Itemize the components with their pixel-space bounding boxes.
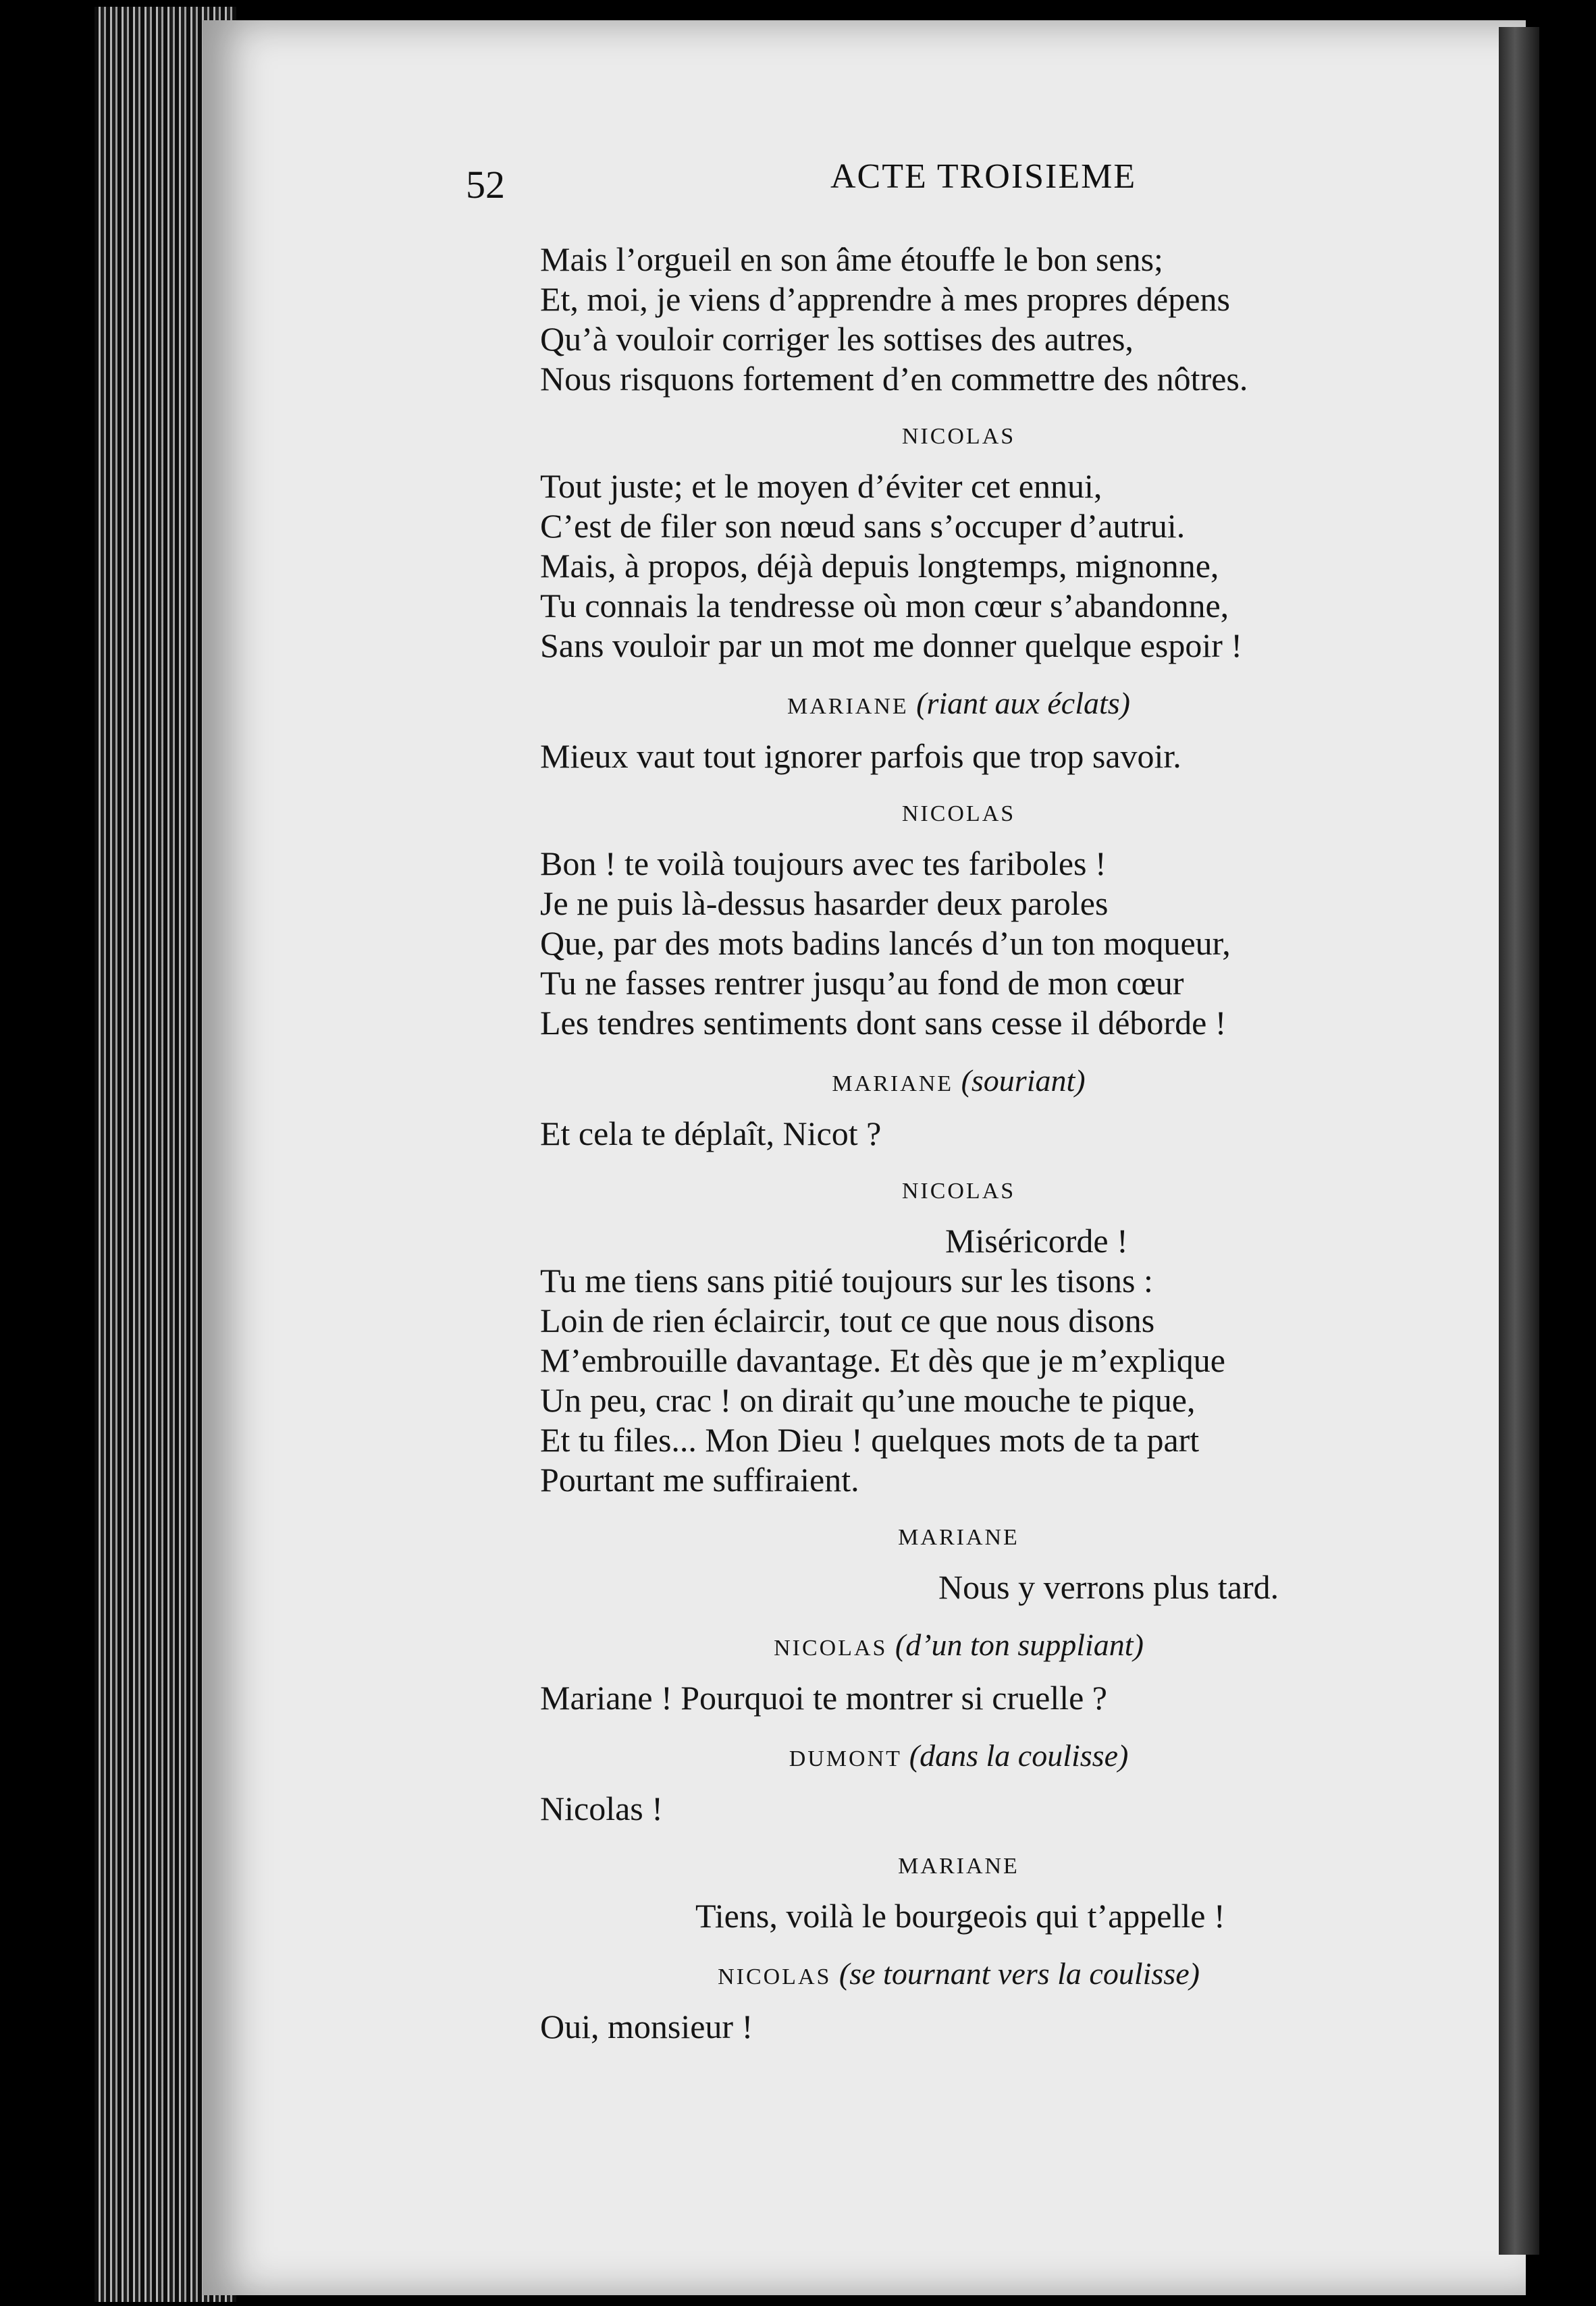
page-number: 52 bbox=[466, 163, 505, 207]
verse-line: Que, par des mots badins lancés d’un ton moqueur, bbox=[540, 924, 1231, 962]
speaker-heading bbox=[540, 1738, 1377, 1777]
stage-direction: (riant aux éclats) bbox=[916, 686, 1130, 720]
speaker-name: MARIANE bbox=[898, 1854, 1019, 1879]
stage-direction: (souriant) bbox=[961, 1063, 1086, 1098]
verse-line: Mariane ! Pourquoi te montrer si cruelle ? bbox=[540, 1679, 1107, 1717]
speaker-heading bbox=[540, 1063, 1377, 1102]
speaker-name: NICOLAS bbox=[901, 1179, 1016, 1204]
verse-line: Mais l’orgueil en son âme étouffe le bon sens; bbox=[540, 240, 1163, 278]
speaker-name: MARIANE bbox=[787, 694, 909, 719]
verse-line: Je ne puis là-dessus hasarder deux paroles bbox=[540, 884, 1109, 922]
verse-line: Tiens, voilà le bourgeois qui t’appelle ! bbox=[695, 1897, 1225, 1935]
verse-line: Tu connais la tendresse où mon cœur s’abandonne, bbox=[540, 587, 1229, 624]
verse-line: Et tu files... Mon Dieu ! quelques mots de ta part bbox=[540, 1421, 1200, 1459]
stage-direction: (se tournant vers la coulisse) bbox=[839, 1956, 1200, 1991]
speaker-name: DUMONT bbox=[789, 1746, 902, 1771]
verse-line: Les tendres sentiments dont sans cesse il déborde ! bbox=[540, 1004, 1227, 1042]
stage-direction: (dans la coulisse) bbox=[909, 1738, 1129, 1773]
speaker-name: NICOLAS bbox=[901, 801, 1016, 826]
speaker-name: NICOLAS bbox=[774, 1636, 888, 1661]
play-text bbox=[540, 240, 1377, 2047]
verse-line: Tout juste; et le moyen d’éviter cet ennui, bbox=[540, 467, 1102, 505]
speaker-name: NICOLAS bbox=[718, 1964, 832, 1989]
speaker-name: NICOLAS bbox=[901, 424, 1016, 449]
speaker-name: MARIANE bbox=[832, 1071, 954, 1096]
verse-line: Bon ! te voilà toujours avec tes fariboles ! bbox=[540, 844, 1107, 882]
stage-direction: (d’un ton suppliant) bbox=[895, 1628, 1144, 1662]
verse-line: Miséricorde ! bbox=[945, 1222, 1128, 1260]
verse-line: Tu me tiens sans pitié toujours sur les tisons : bbox=[540, 1262, 1153, 1299]
verse-line: Nicolas ! bbox=[540, 1790, 663, 1827]
verse-line: C’est de filer son nœud sans s’occuper d’autrui. bbox=[540, 507, 1186, 545]
verse-line: Qu’à vouloir corriger les sottises des autres, bbox=[540, 320, 1134, 358]
speaker-heading bbox=[540, 1956, 1377, 1995]
verse-line: Et cela te déplaît, Nicot ? bbox=[540, 1115, 882, 1152]
running-head: ACTE TROISIEME bbox=[830, 157, 1137, 196]
verse-line: Mieux vaut tout ignorer parfois que trop savoir. bbox=[540, 737, 1181, 775]
verse-line: Et, moi, je viens d’apprendre à mes propres dépens bbox=[540, 280, 1230, 318]
speaker-name: MARIANE bbox=[898, 1525, 1019, 1550]
speaker-heading bbox=[540, 1628, 1377, 1666]
verse-line: Loin de rien éclaircir, tout ce que nous disons bbox=[540, 1302, 1155, 1339]
verse-line: M’embrouille davantage. Et dès que je m’explique bbox=[540, 1341, 1225, 1379]
speaker-heading bbox=[540, 686, 1377, 724]
verse-line: Pourtant me suffiraient. bbox=[540, 1461, 859, 1499]
verse-line: Oui, monsieur ! bbox=[540, 2008, 753, 2045]
verse-line: Sans vouloir par un mot me donner quelque espoir ! bbox=[540, 626, 1243, 664]
verse-line: Nous risquons fortement d’en commettre des nôtres. bbox=[540, 360, 1248, 398]
verse-line: Nous y verrons plus tard. bbox=[938, 1568, 1279, 1606]
verse-line: Tu ne fasses rentrer jusqu’au fond de mon cœur bbox=[540, 964, 1184, 1002]
verse-line: Mais, à propos, déjà depuis longtemps, mignonne, bbox=[540, 547, 1219, 585]
right-page-edge bbox=[1499, 27, 1539, 2255]
verse-line: Un peu, crac ! on dirait qu’une mouche te pique, bbox=[540, 1381, 1196, 1419]
